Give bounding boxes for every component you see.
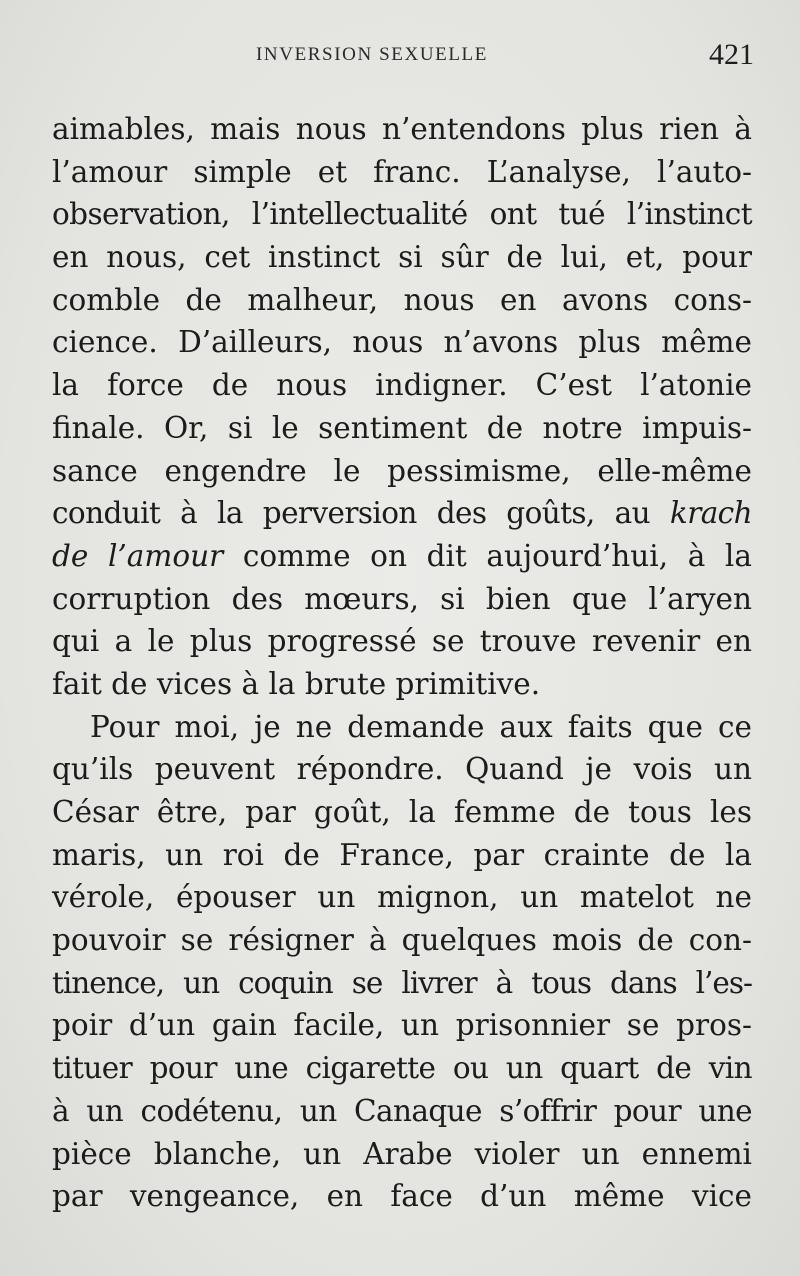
page-number: 421 — [709, 38, 754, 71]
text-line: César être, par goût, la femme de tous les — [52, 795, 752, 829]
text-line: observation, l’intellectualité ont tué l’instinct — [52, 197, 752, 232]
text-line: vérole, épouser un mignon, un matelot ne — [52, 880, 752, 915]
text-line: Pour moi, je ne demande aux faits que ce — [90, 709, 752, 744]
text-line: aimables, mais nous n’entendons plus rien à — [52, 112, 752, 146]
text-line: sance engendre le pessimisme, elle-même — [52, 453, 752, 488]
text-line: maris, un roi de France, par crainte de la — [52, 837, 752, 872]
text-line: en nous, cet instinct si sûr de lui, et, pour — [52, 240, 752, 275]
text-line: l’amour simple et franc. L’analyse, l’auto- — [52, 154, 752, 189]
italic-text: krach — [669, 496, 753, 531]
text-line: la force de nous indigner. C’est l’atonie — [52, 368, 752, 403]
running-head: INVERSION SEXUELLE — [256, 44, 488, 65]
text-line: pièce blanche, un Arabe violer un ennemi — [52, 1136, 752, 1171]
text-line: poir d’un gain facile, un prisonnier se pros- — [52, 1008, 752, 1043]
text-line: comble de malheur, nous en avons cons- — [52, 282, 752, 317]
text-line: corruption des mœurs, si bien que l’aryen — [52, 581, 752, 616]
text-line: tituer pour une cigarette ou un quart de vin — [52, 1051, 752, 1086]
paragraph-2 — [52, 706, 752, 1218]
text-line: tinence, un coquin se livrer à tous dans l’es- — [52, 965, 752, 1000]
text-line: qui a le plus progressé se trouve revenir en — [52, 624, 752, 659]
text-line: finale. Or, si le sentiment de notre impuis- — [52, 410, 752, 445]
text-segment: comme on dit aujourd’hui, à la — [242, 538, 752, 573]
text-line: qu’ils peuvent répondre. Quand je vois un — [52, 752, 752, 787]
text-line: à un codétenu, un Canaque s’offrir pour une — [52, 1093, 752, 1128]
text-line: fait de vices à la brute primitive. — [52, 666, 541, 701]
italic-text: de l’amour — [52, 538, 224, 573]
text-line: cience. D’ailleurs, nous n’avons plus même — [52, 325, 752, 360]
paragraph-1 — [52, 108, 752, 706]
text-line: par vengeance, en face d’un même vice — [52, 1179, 752, 1214]
body-text — [52, 108, 752, 1218]
text-line: pouvoir se résigner à quelques mois de con- — [52, 923, 752, 958]
text-segment: conduit à la perversion des goûts, au — [52, 496, 650, 531]
text-line — [52, 492, 752, 535]
text-line — [52, 535, 752, 578]
